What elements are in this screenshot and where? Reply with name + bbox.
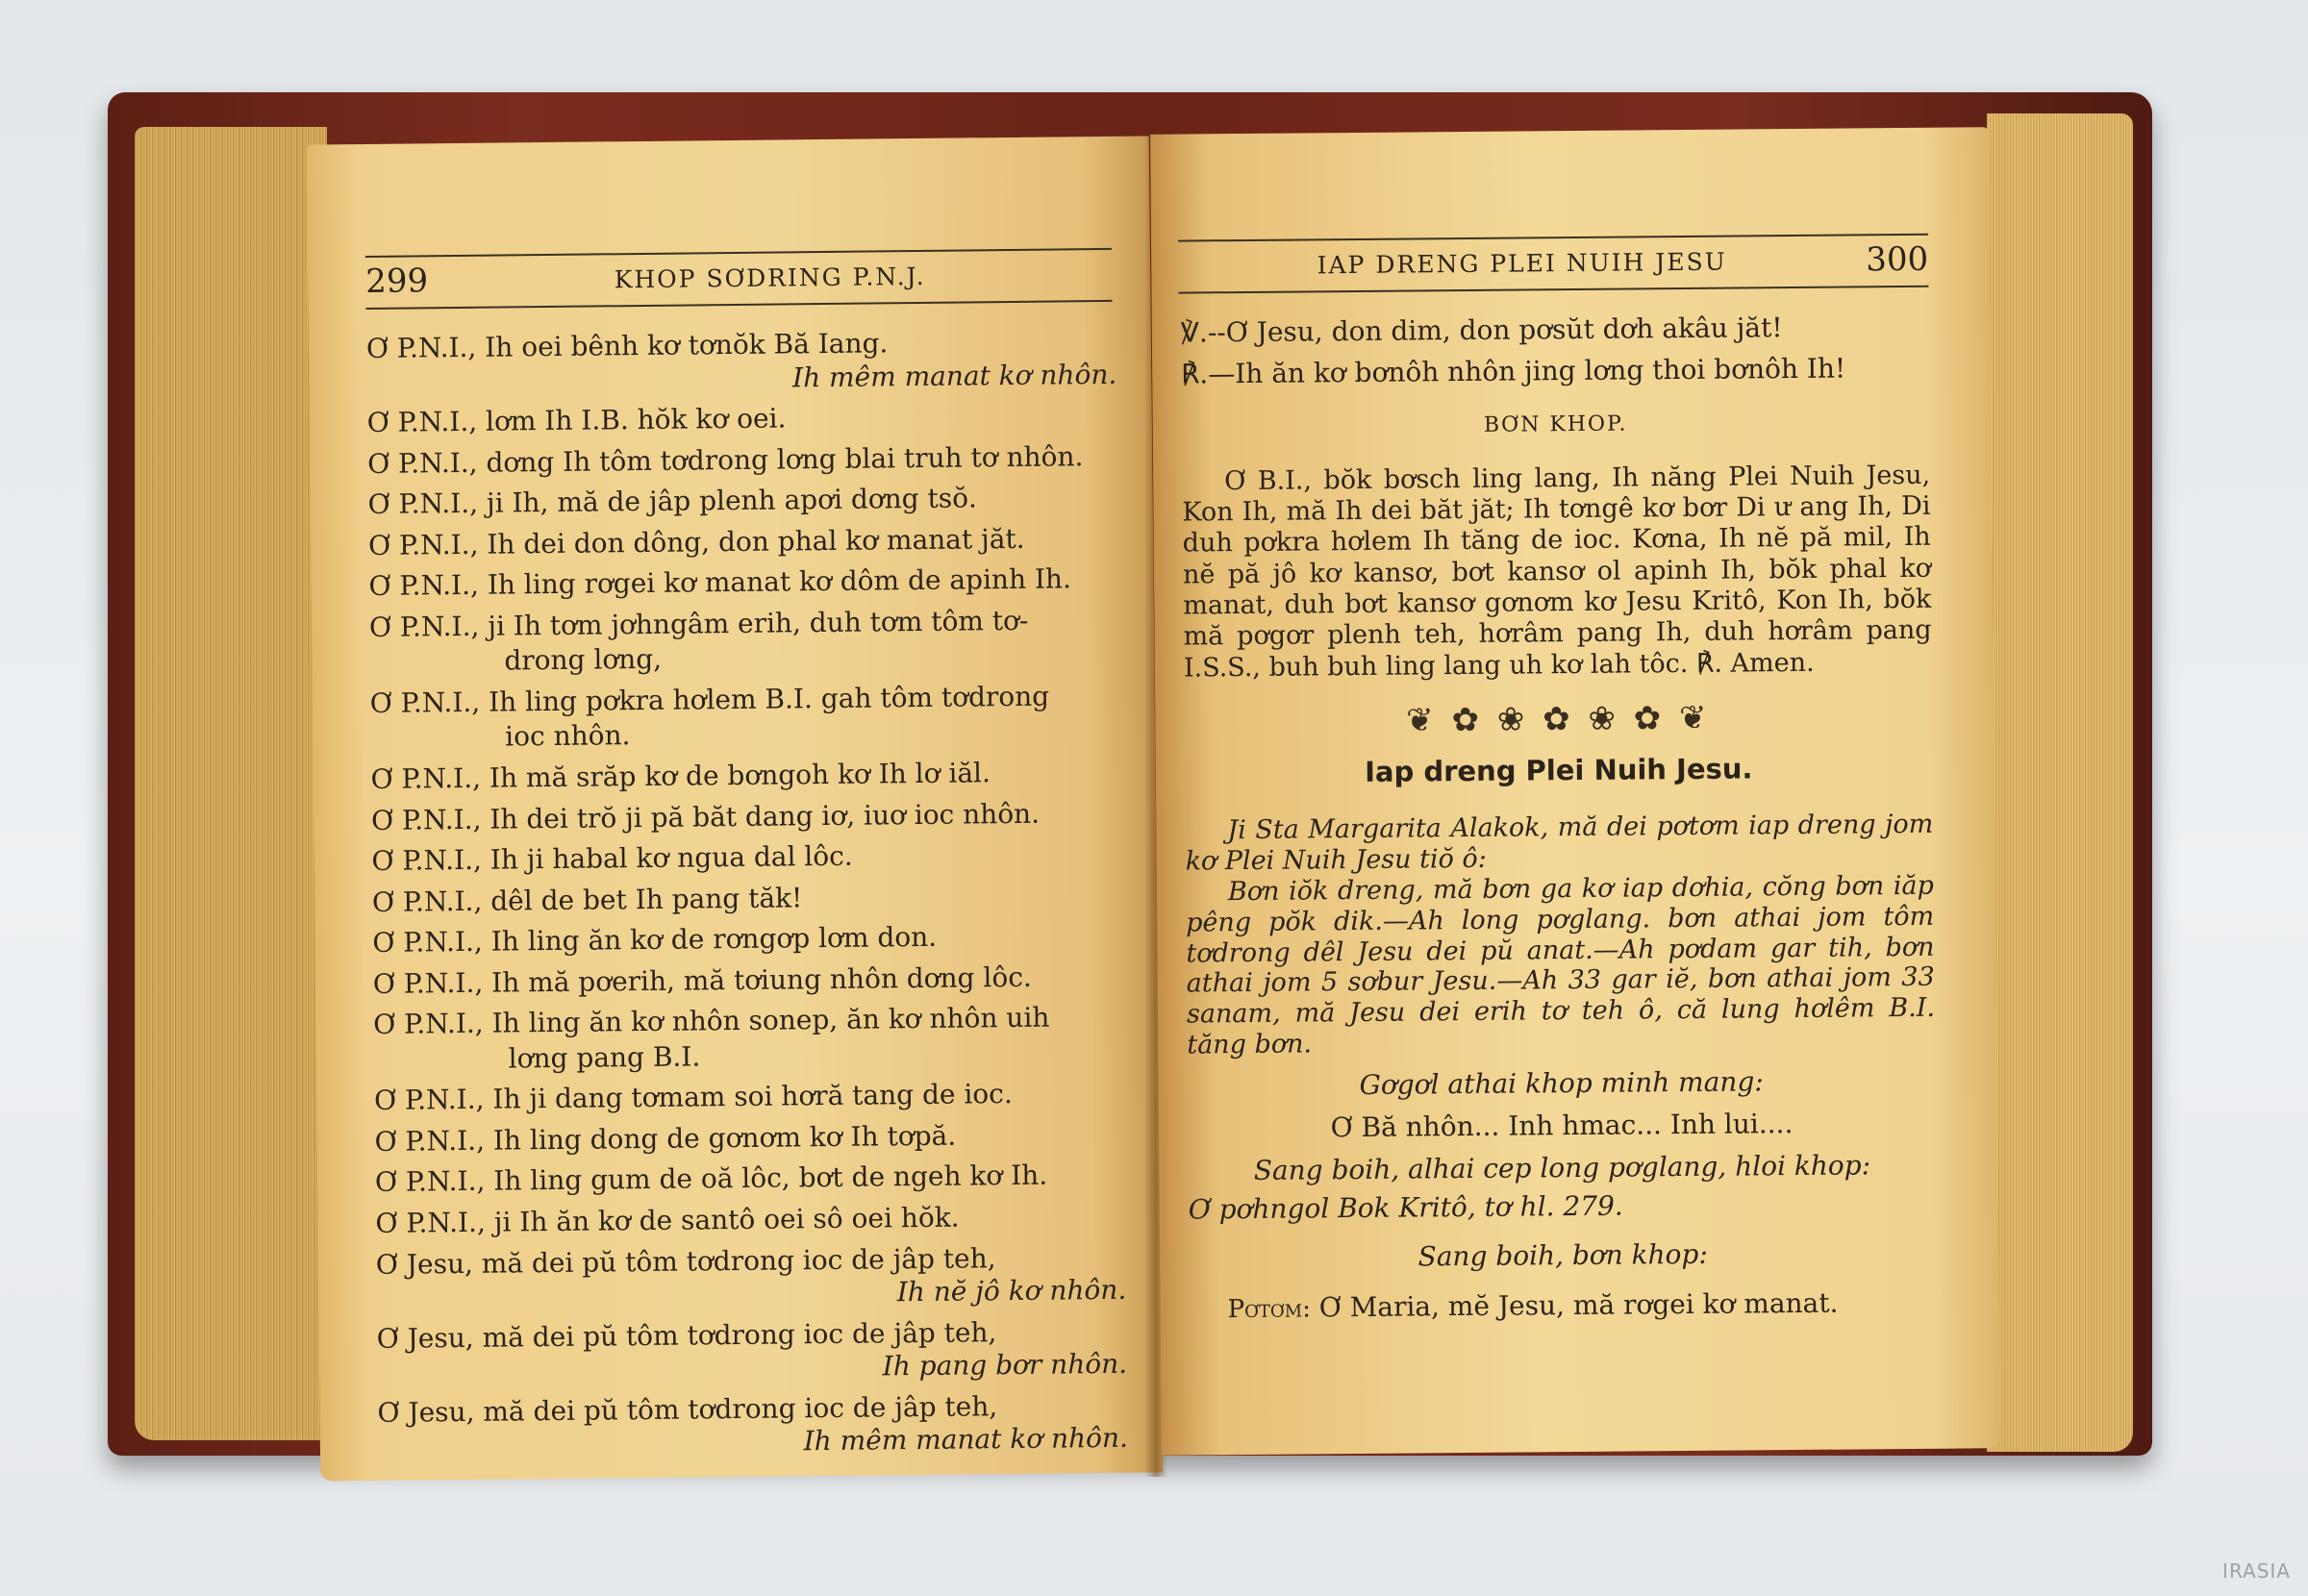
litany-line: Ơ Jesu, mă dei pŭ tôm tơdrong ioc de jâp teh,	[376, 1315, 997, 1355]
potom-label: Pơtơm:	[1227, 1294, 1312, 1324]
page-number-right: 300	[1866, 240, 1929, 280]
litany-line: Ơ P.N.I., Ih dei trŏ ji pă băt dang iơ, iuơ ioc nhôn.	[370, 797, 1041, 836]
page-number-left: 299	[365, 262, 429, 302]
litany-line: Ơ P.N.I., Ih ji habal kơ ngua dal lôc.	[371, 839, 853, 878]
right-page	[1150, 127, 2000, 1456]
litany-line: Ơ P.N.I., lơm Ih I.B. hŏk kơ oei.	[366, 402, 787, 439]
right-page-edges	[1987, 113, 2133, 1452]
litany-line: Ơ P.N.I., dêl de bet Ih pang tăk!	[371, 881, 803, 918]
right-content	[1181, 311, 1938, 1334]
prayer-paragraph: Ơ B.I., bŏk bơsch ling lang, Ih năng Plei Nuih Jesu, Kon Ih, mă Ih dei băt jăt; Ih tơngê kơ bơr Di ư ang Ih, Di duh pơkra hơlem Ih tăng de ioc. Kơna, Ih nĕ pă mil, Ih nĕ pă jô kơ kansơ, bơt kansơ ol apinh Ih, bŏk phal kơ manat, duh bơt kansơ gơnơm kơ Jesu Kritô, Kon Ih, bŏk mă pơgơr plenh teh, hơrâm pang Ih, duh hơrâm pang I.S.S., buh buh ling lang uh kơ lah tôc. ℟. Amen.	[1182, 460, 1932, 684]
watermark: IRASIA	[2222, 1559, 2291, 1583]
running-title-left: KHOP SƠDRING P.N.J.	[614, 262, 926, 294]
left-running-head	[365, 248, 1113, 310]
litany-line: Ơ P.N.I., Ih ling ăn kơ nhôn sonep, ăn kơ nhôn uih	[373, 1001, 1050, 1041]
litany-line: Ơ P.N.I., Ih ling dong de gơnơm kơ Ih tơpă.	[374, 1119, 957, 1158]
litany-line: Ơ P.N.I., Ih ling ăn kơ de rơngơp lơm don.	[372, 921, 938, 960]
response: ℟.—Ih ăn kơ bơnôh nhôn jing lơng thoi bơnôh Ih!	[1181, 352, 1846, 390]
left-litany	[366, 325, 1128, 1471]
litany-line: Ơ P.N.I., Ih ling pơkra hơlem B.I. gah tôm tơdrong	[369, 680, 1050, 719]
prayer-subheading: BƠN KHOP.	[1483, 411, 1628, 437]
litany-line: ioc nhôn.	[505, 719, 631, 753]
left-page	[307, 136, 1164, 1481]
litany-line: Ih pang bơr nhôn.	[882, 1347, 1128, 1383]
litany-line: Ih mêm manat kơ nhôn.	[791, 358, 1117, 393]
litany-line: Ơ P.N.I., ji Ih ăn kơ de santô oei sô oei hŏk.	[375, 1201, 960, 1239]
left-page-edges	[135, 127, 327, 1440]
running-title-right: IAP DRENG PLEI NUIH JESU	[1317, 247, 1727, 280]
litany-line: Ih mêm manat kơ nhôn.	[803, 1422, 1129, 1458]
litany-line: Ơ P.N.I., Ih ling gum de oă lôc, bơt de ngeh kơ Ih.	[374, 1160, 1048, 1199]
versicle: ℣.--Ơ Jesu, don dim, don pơsŭt dơh akâu jăt!	[1180, 312, 1783, 349]
litany-line: Ơ P.N.I., ji Ih tơm jơhngâm erih, duh tơm tôm tơ-	[368, 604, 1029, 643]
gogol-line: Gơgơl athai khop minh mang:	[1359, 1065, 1764, 1101]
litany-line: Ơ P.N.I., Ih oei bênh kơ tơnŏk Bă Iang.	[365, 327, 889, 364]
litany-line: lơng pang B.I.	[508, 1040, 701, 1075]
litany-line: Ơ P.N.I., Ih ling rơgei kơ manat kơ dôm de apinh Ih.	[368, 562, 1072, 603]
intro-italic: Ji Sta Margarita Alakok, mă dei pơtơm iap dreng jom kơ Plei Nuih Jesu tiŏ ô:	[1185, 809, 1934, 877]
pohngol-line: Ơ pơhngol Bok Kritô, tơ hl. 279.	[1188, 1190, 1623, 1226]
litany-line: Ơ P.N.I., Ih dei don dông, don phal kơ manat jăt.	[367, 522, 1025, 561]
litany-line: Ơ P.N.I., Ih mă pơerih, mă tơiung nhôn dơng lôc.	[372, 960, 1032, 1000]
sang-boih-line-1: Sang boih, alhai cep long pơglang, hloi khop:	[1253, 1149, 1871, 1187]
litany-line: Ơ Jesu, mă dei pŭ tôm tơdrong ioc de jâp teh,	[377, 1389, 998, 1429]
invocation-line: Ơ Bă nhôn... Inh hmac... Inh lui....	[1330, 1108, 1794, 1144]
litany-line: drong lơng,	[504, 643, 663, 677]
litany-line: Ơ P.N.I., dơng Ih tôm tơdrong lơng blai truh tơ nhôn.	[367, 439, 1084, 480]
litany-line: Ơ P.N.I., Ih mă srăp kơ de bơngoh kơ Ih lơ iăl.	[370, 757, 991, 795]
sang-boih-line-2: Sang boih, bơn khop:	[1417, 1237, 1708, 1273]
section-title: Iap dreng Plei Nuih Jesu.	[1364, 752, 1753, 788]
litany-line: Ih nĕ jô kơ nhôn.	[896, 1273, 1127, 1309]
quote-italic: Bơn iŏk dreng, mă bơn ga kơ iap dơhia, cŏng bơn iăp pêng pŏk dik.—Ah long pơglang. bơn athai jom tôm tơdrong dêl Jesu dei pŭ anat.—Ah pơdam gar tih, bơn athai jom 5 sơbur Jesu.—Ah 33 gar iĕ, bơn athai jom 33 sanam, mă Jesu dei erih tơ teh ô, că lung hơlêm B.I. tăng bơn.	[1186, 870, 1936, 1060]
right-running-head	[1178, 234, 1928, 294]
floral-ornament-icon: ❦ ✿ ❀ ✿ ❀ ✿ ❦	[1406, 699, 1711, 740]
litany-line: Ơ Jesu, mă dei pŭ tôm tơdrong ioc de jâp teh,	[375, 1241, 996, 1281]
litany-line: Ơ P.N.I., ji Ih, mă de jâp plenh apơi dơng tsŏ.	[367, 482, 978, 521]
potom-text: Ơ Maria, mĕ Jesu, mă rơgei kơ manat.	[1318, 1286, 1839, 1324]
litany-line: Ơ P.N.I., Ih ji dang tơmam soi hơră tang de ioc.	[373, 1078, 1013, 1117]
potom-line	[1190, 1285, 1938, 1326]
